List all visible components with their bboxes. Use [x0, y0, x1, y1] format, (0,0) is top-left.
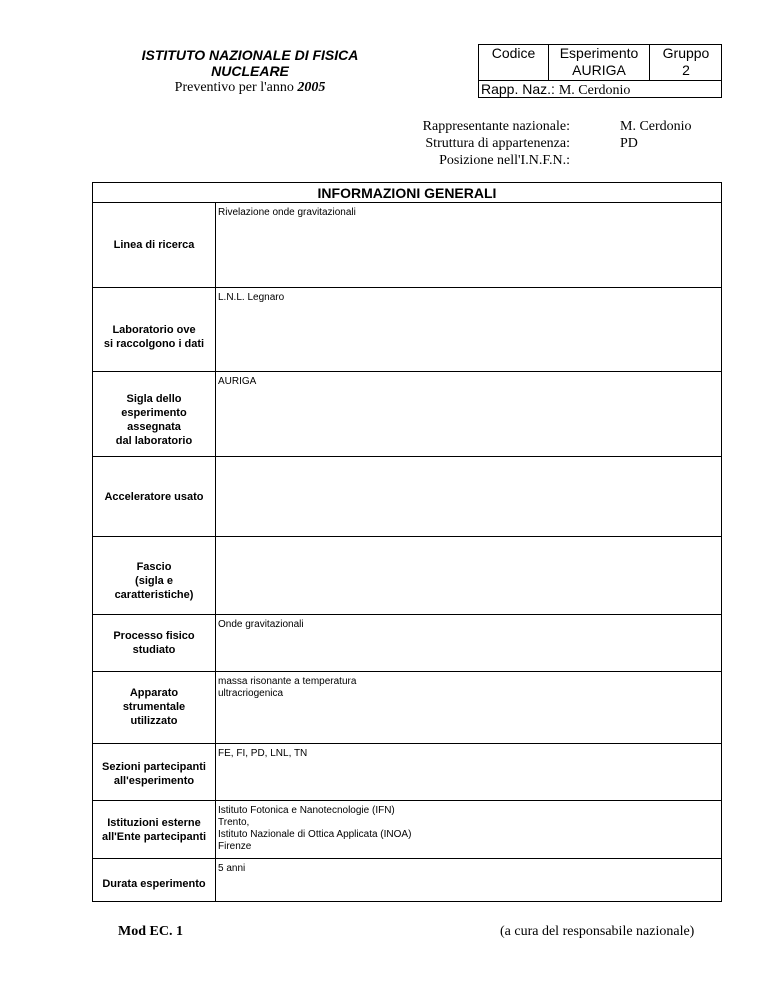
row-label: Laboratorio ove si raccolgono i dati	[103, 324, 205, 350]
struttura-value: PD	[620, 136, 638, 151]
struttura-label: Struttura di appartenenza:	[425, 136, 570, 151]
table-row	[93, 203, 721, 288]
row-value: Rivelazione onde gravitazionali	[218, 207, 356, 218]
row-value: L.N.L. Legnaro	[218, 292, 285, 303]
preventivo-prefix: Preventivo per l'anno	[174, 80, 294, 95]
row-value: FE, FI, PD, LNL, TN	[218, 748, 308, 759]
row-value: AURIGA	[218, 376, 257, 387]
table-title: INFORMAZIONI GENERALI	[93, 183, 721, 203]
gruppo-value: 2	[682, 62, 690, 78]
preventivo-year: 2005	[297, 80, 326, 95]
row-value-field[interactable]	[215, 744, 721, 800]
row-label: Acceleratore usato	[104, 491, 204, 503]
table-row	[93, 801, 721, 859]
row-value-field[interactable]	[215, 203, 721, 287]
institute-title	[100, 47, 400, 79]
rapp-naz	[481, 81, 630, 99]
table-row	[93, 457, 721, 537]
row-label: Durata esperimento	[102, 878, 206, 890]
row-label: Fascio (sigla e caratteristiche)	[114, 561, 194, 601]
row-label: Linea di ricerca	[113, 239, 195, 251]
table-row	[93, 372, 721, 457]
row-value: 5 anni	[218, 863, 246, 874]
table-row	[93, 537, 721, 615]
row-value-field[interactable]	[215, 372, 721, 456]
row-value-field[interactable]	[215, 288, 721, 371]
row-value: Istituto Fotonica e Nanotecnologie (IFN) Trento, Istituto Nazionale di Ottica Applicata (INOA) Firenze	[218, 805, 412, 852]
footer-note: (a cura del responsabile nazionale)	[500, 924, 695, 939]
gruppo-label: Gruppo	[662, 45, 710, 61]
row-label: Sigla dello esperimento assegnata dal laboratorio	[115, 393, 193, 447]
rappresentante-label: Rappresentante nazionale:	[422, 119, 570, 134]
row-value-field[interactable]	[215, 801, 721, 858]
row-value-field[interactable]	[215, 859, 721, 901]
table-row	[93, 744, 721, 801]
row-label: Istituzioni esterne all'Ente partecipanti	[101, 817, 207, 843]
row-value-field[interactable]	[215, 537, 721, 614]
rappresentante-value: M. Cerdonio	[620, 119, 692, 134]
institute-title-line2: NUCLEARE	[211, 63, 289, 79]
table-row	[93, 859, 721, 901]
row-value-field[interactable]	[215, 672, 721, 743]
institute-title-line1: ISTITUTO NAZIONALE DI FISICA	[141, 47, 359, 63]
code-box	[478, 44, 722, 98]
row-value-field[interactable]	[215, 615, 721, 671]
form-code: Mod EC. 1	[118, 924, 183, 939]
table-row	[93, 672, 721, 744]
posizione-label: Posizione nell'I.N.F.N.:	[439, 153, 570, 168]
row-label: Processo fisico studiato	[113, 630, 195, 656]
row-label: Apparato strumentale utilizzato	[122, 687, 186, 727]
esperimento-label: Esperimento	[559, 45, 639, 61]
row-value-field[interactable]	[215, 457, 721, 536]
rapp-naz-label: Rapp. Naz.:	[481, 81, 555, 97]
preventivo-line	[100, 80, 400, 96]
row-value: massa risonante a temperatura ultracriogenica	[218, 676, 357, 699]
esperimento-value: AURIGA	[572, 62, 626, 78]
row-value: Onde gravitazionali	[218, 619, 304, 630]
table-row	[93, 615, 721, 672]
codice-label: Codice	[491, 45, 536, 61]
informazioni-generali-table	[92, 182, 722, 902]
rapp-naz-value: M. Cerdonio	[558, 83, 631, 98]
row-label: Sezioni partecipanti all'esperimento	[102, 761, 206, 787]
table-row	[93, 288, 721, 372]
